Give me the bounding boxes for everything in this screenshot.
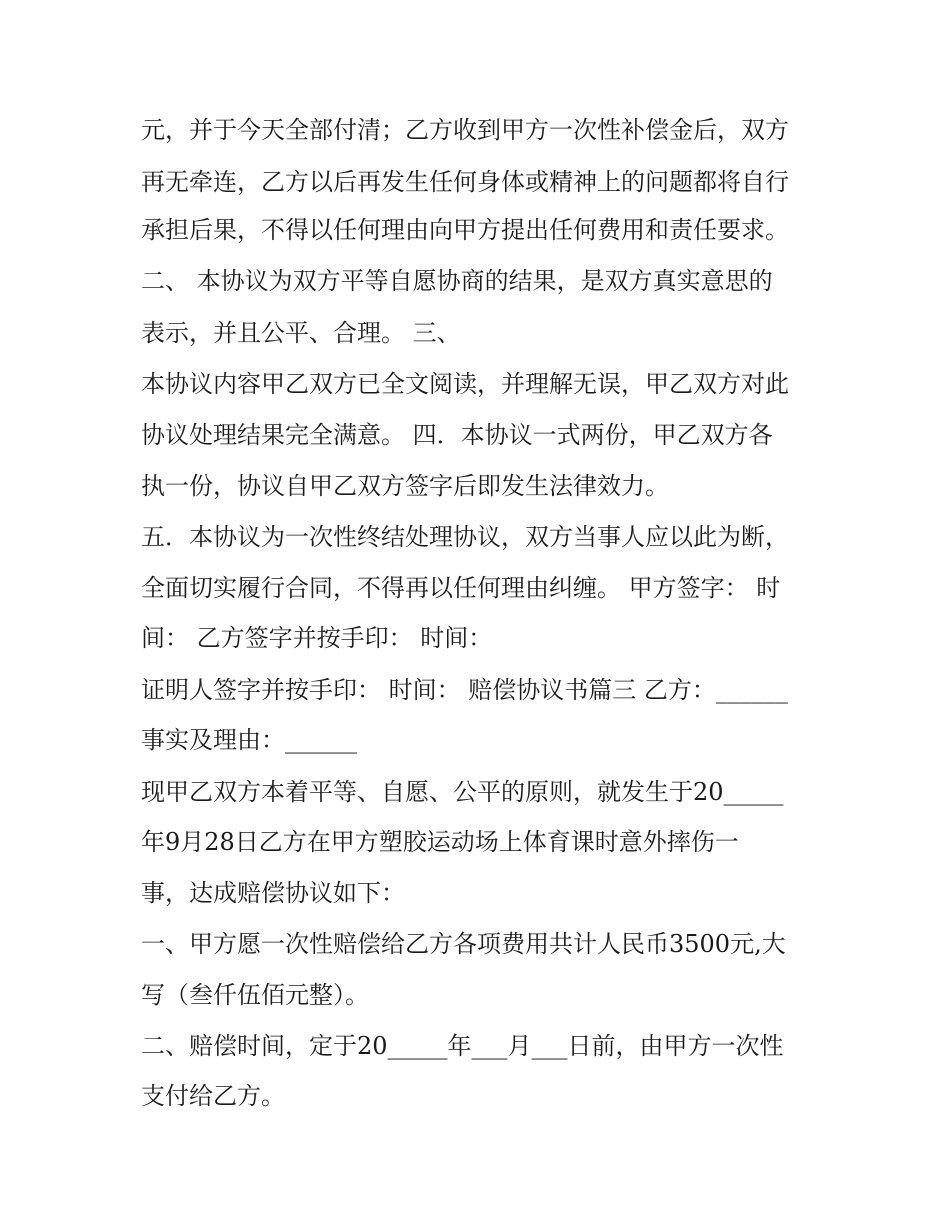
text-line: 间： 乙方签字并按手印： 时间： <box>141 624 493 652</box>
text-line: 事，达成赔偿协议如下： <box>141 879 405 907</box>
text-line: 协议处理结果完全满意。 四．本协议一式两份，甲乙双方各 <box>141 421 773 449</box>
text-line: 证明人签字并按手印： 时间： 赔偿协议书篇三 乙方：______ <box>141 676 788 704</box>
text-line: 本协议内容甲乙双方已全文阅读，并理解无误，甲乙双方对此 <box>141 370 789 398</box>
text-line: 五．本协议为一次性终结处理协议，双方当事人应以此为断， <box>141 523 789 551</box>
text-line: 二、 本协议为双方平等自愿协商的结果，是双方真实意思的 <box>141 267 773 295</box>
text-line: 承担后果，不得以任何理由向甲方提出任何费用和责任要求。 <box>141 216 789 244</box>
text-line: 执一份，协议自甲乙双方签字后即发生法律效力。 <box>141 472 669 500</box>
text-line: 支付给乙方。 <box>141 1082 285 1110</box>
text-line: 二、赔偿时间，定于20_____年___月___日前，由甲方一次性 <box>141 1032 784 1060</box>
text-line: 全面切实履行合同，不得再以任何理由纠缠。 甲方签字： 时 <box>141 574 781 602</box>
text-line: 元，并于今天全部付清；乙方收到甲方一次性补偿金后，双方 <box>141 116 789 144</box>
text-line: 表示，并且公平、合理。 三、 <box>141 319 461 347</box>
text-line: 事实及理由：______ <box>141 726 357 754</box>
text-line: 再无牵连，乙方以后再发生任何身体或精神上的问题都将自行 <box>141 168 789 196</box>
text-line: 年9月28日乙方在甲方塑胶运动场上体育课时意外摔伤一 <box>141 828 739 856</box>
text-line: 写（叁仟伍佰元整）。 <box>141 981 369 1009</box>
text-line: 一、甲方愿一次性赔偿给乙方各项费用共计人民币3500元,大 <box>141 930 786 958</box>
text-line: 现甲乙双方本着平等、自愿、公平的原则，就发生于20_____ <box>141 778 784 806</box>
